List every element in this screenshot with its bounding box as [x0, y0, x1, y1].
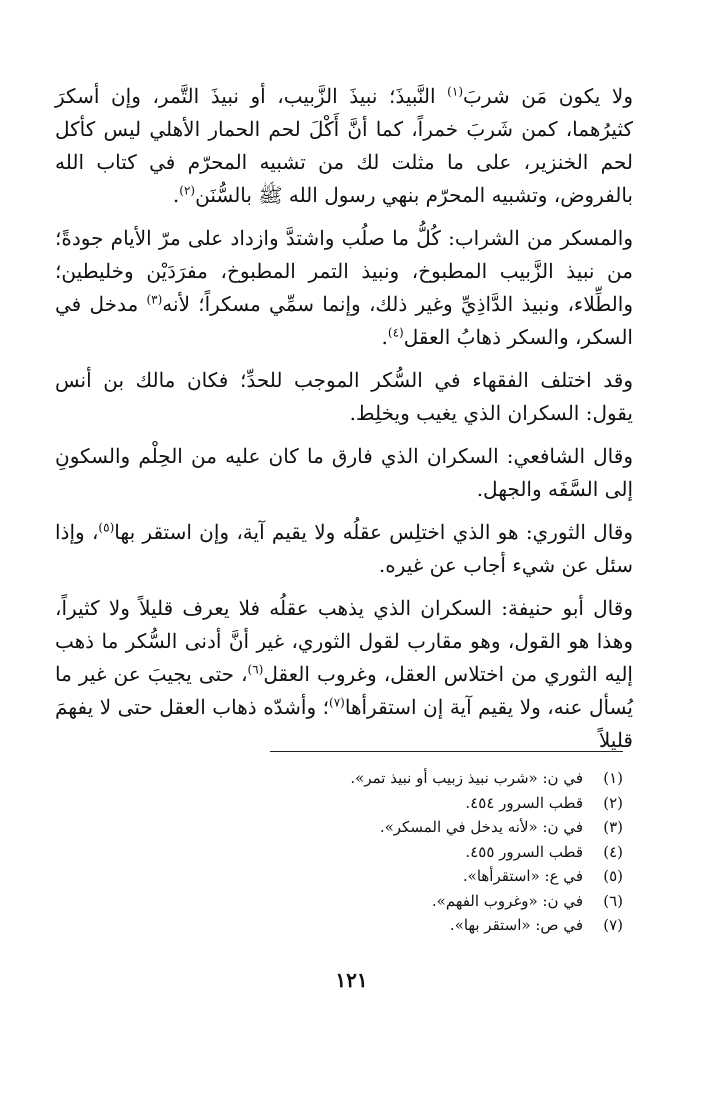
paragraph-text: .: [381, 325, 388, 349]
paragraph-text: وقال الشافعي: السكران الذي فارق ما كان عليه من الحِلْم والسكونِ إلى السَّفَه والجهل.: [55, 444, 633, 501]
paragraph: [55, 516, 633, 582]
footnote-text: قطب السرور ٤٥٤.: [465, 793, 583, 812]
paragraph: [55, 80, 633, 212]
footnote-reference: (٣): [146, 292, 163, 307]
paragraph-text: والمسكر من الشراب: كُلُّ ما صلُب واشتدَّ وازداد على مرّ الأيام جودةً؛ من نبيذ الزَّبيب المطبوخ، ونبيذ التمر المطبوخ، مفرَدَيْن وخليطين؛ والطِّلاء، ونبيذ الدَّاذِيِّ وغير ذلك، وإنما سمِّي مسكراً؛ لأنه: [55, 226, 633, 316]
paragraph-text: مدخل في السكر، والسكر ذهابُ العقل: [55, 292, 633, 349]
footnote: [270, 913, 623, 938]
footnote-reference: (٦): [247, 662, 264, 677]
footnote: [270, 864, 623, 889]
footnote-text: قطب السرور ٤٥٥.: [465, 842, 583, 861]
footnote-text: في ن: «شرب نبيذ زبيب أو نبيذ تمر».: [350, 769, 583, 787]
paragraph-text: وقال الثوري: هو الذي اختلِس عقلُه ولا يقيم آية، وإن استقر بها: [114, 520, 634, 544]
paragraph: [55, 592, 633, 757]
footnote-number: (١): [603, 769, 623, 787]
footnote-number: (٤): [603, 842, 623, 861]
footnote-text: في ص: «استقر بها».: [449, 916, 583, 934]
paragraph: [55, 222, 633, 354]
footnote-reference: (٥): [98, 520, 115, 535]
footnote-reference: (٢): [179, 183, 196, 198]
paragraph-text: النَّبيذَ؛ نبيذَ الزَّبيب، أو نبيذَ التَّمر، وإن أسكرَ كثيرُهما، كمن شَربَ خمراً، كما أنَّ أَكْلَ لحم الحمار الأهلي ليس كأكل لحم الخنزير، على ما مثلت لك من تشبيه المحرّم في كتاب الله بالفروض، وتشبيه المحرّم بنهي رسول الله ﷺ بالسُّنَن: [55, 84, 633, 207]
paragraph-text: ولا يكون مَن شربَ: [463, 84, 633, 108]
footnote-text: في ع: «استقرأها».: [462, 867, 583, 885]
footnote: [270, 766, 623, 791]
footnote-divider: [270, 751, 623, 752]
footnote-number: (٢): [603, 793, 623, 812]
footnote-reference: (١): [447, 84, 463, 99]
footnote-number: (٥): [603, 867, 623, 885]
footnotes-list: [270, 766, 623, 938]
paragraph-text: ، حتى يجيبَ عن غير ما يُسأل عنه، ولا يقيم آية إن استقرأها: [55, 662, 633, 719]
page-number: ١٢١: [335, 968, 368, 992]
footnote: [270, 791, 623, 816]
paragraph: [55, 440, 633, 506]
footnote: [270, 815, 623, 840]
footnote-text: في ن: «وغروب الفهم».: [431, 891, 583, 910]
footnote: [270, 840, 623, 865]
footnote-number: (٣): [603, 818, 623, 836]
paragraph-text: وقال أبو حنيفة: السكران الذي يذهب عقلُه فلا يعرف قليلاً ولا كثيراً، وهذا هو القول، وهو مقارب لقول الثوري، غير أنَّ أدنى السُّكر ما ذهب إليه الثوري من اختلاس العقل، وغروب العقل: [55, 596, 633, 686]
footnote-reference: (٤): [387, 325, 404, 340]
paragraph-text: ، وإذا سئل عن شيء أجاب عن غيره.: [55, 520, 633, 577]
paragraph-text: ؛ وأشدّه ذهاب العقل حتى لا يفهمَ قليلاً: [55, 695, 633, 752]
main-text: [55, 80, 633, 767]
footnote-reference: (٧): [329, 695, 345, 710]
paragraph-text: .: [172, 183, 180, 207]
paragraph: [55, 364, 633, 430]
footnote-number: (٦): [603, 891, 623, 910]
footnote-number: (٧): [603, 916, 623, 934]
footnote: [270, 889, 623, 914]
paragraph-text: وقد اختلف الفقهاء في السُّكر الموجب للحدِّ؛ فكان مالك بن أنس يقول: السكران الذي يغيب ويخلِط.: [55, 368, 633, 425]
footnote-text: في ن: «لأنه يدخل في المسكر».: [379, 818, 583, 836]
